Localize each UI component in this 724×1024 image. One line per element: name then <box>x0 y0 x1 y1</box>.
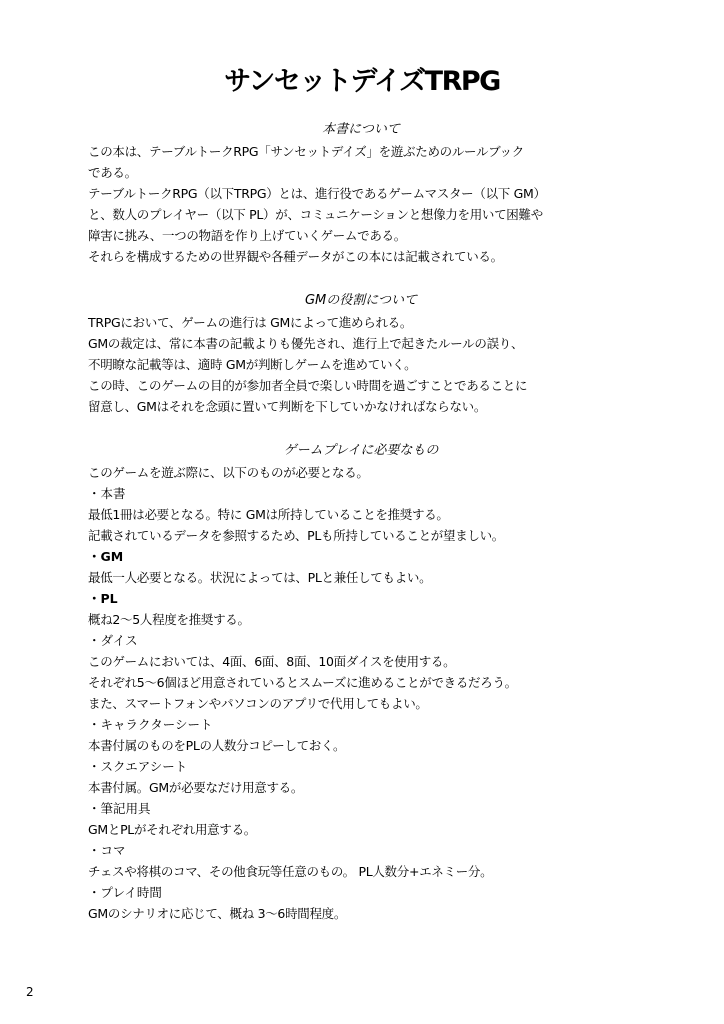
paragraph-line: テーブルトークRPG（以下TRPG）とは、進行役であるゲームマスター（以下 GM） <box>88 186 546 201</box>
paragraph-line: この時、このゲームの目的が参加者全員で楽しい時間を過ごすことであることに <box>88 378 528 393</box>
paragraph-line: 不明瞭な記載等は、適時 GMが判断しゲームを進めていく。 <box>88 357 417 372</box>
list-item-line: 最低一人必要となる。状況によっては、PLと兼任してもよい。 <box>88 570 432 585</box>
list-item-line: 概ね2～5人程度を推奨する。 <box>88 612 250 627</box>
list-item-label: ・ダイス <box>88 633 138 648</box>
list-item-line: このゲームにおいては、4面、6面、8面、10面ダイスを使用する。 <box>88 654 456 669</box>
list-item-label: ・本書 <box>88 486 126 501</box>
list-item-label: ・筆記用具 <box>88 801 151 816</box>
list-item-line: GMのシナリオに応じて、概ね 3～6時間程度。 <box>88 906 347 921</box>
list-item-label: ・PL <box>88 591 118 606</box>
paragraph-line: この本は、テーブルトークRPG「サンセットデイズ」を遊ぶためのルールブック <box>88 144 524 159</box>
paragraph-line: TRPGにおいて、ゲームの進行は GMによって進められる。 <box>88 315 413 330</box>
page-number: 2 <box>26 985 34 999</box>
list-item-line: それぞれ5～6個ほど用意されているとスムーズに進めることができるだろう。 <box>88 675 517 690</box>
list-item-line: GMとPLがそれぞれ用意する。 <box>88 822 256 837</box>
list-item-line: また、スマートフォンやパソコンのアプリで代用してもよい。 <box>88 696 428 711</box>
section-spacer <box>88 417 688 439</box>
list-item-label: ・GM <box>88 549 124 564</box>
section-heading-about-book: 本書について <box>322 122 400 137</box>
section-intro: このゲームを遊ぶ際に、以下のものが必要となる。 <box>88 465 369 480</box>
list-item-label: ・プレイ時間 <box>88 885 162 900</box>
section-heading-required-items: ゲームプレイに必要なもの <box>283 443 439 458</box>
page-title: サンセットデイズTRPG <box>224 66 500 97</box>
section-spacer <box>88 267 688 289</box>
list-item-line: 記載されているデータを参照するため、PLも所持していることが望ましい。 <box>88 528 505 543</box>
document-body <box>88 118 688 924</box>
list-item-label: ・スクエアシート <box>88 759 188 774</box>
list-item-line: 本書付属。GMが必要なだけ用意する。 <box>88 780 304 795</box>
paragraph-line: 障害に挑み、一つの物語を作り上げていくゲームである。 <box>88 228 406 243</box>
paragraph-line: GMの裁定は、常に本書の記載よりも優先され、進行上で起きたルールの誤り、 <box>88 336 524 351</box>
paragraph-line: と、数人のプレイヤー（以下 PL）が、コミュニケーションと想像力を用いて困難や <box>88 207 543 222</box>
section-heading-gm-role: GMの役割について <box>304 293 418 308</box>
list-item-label: ・コマ <box>88 843 126 858</box>
list-item-line: 本書付属のものをPLの人数分コピーしておく。 <box>88 738 346 753</box>
paragraph-line: それらを構成するための世界観や各種データがこの本には記載されている。 <box>88 249 503 264</box>
paragraph-line: 留意し、GMはそれを念頭に置いて判断を下していかなければならない。 <box>88 399 487 414</box>
list-item-line: チェスや将棋のコマ、その他食玩等任意のもの。 PL人数分+エネミー分。 <box>88 864 493 879</box>
paragraph-line: である。 <box>88 165 137 180</box>
list-item-line: 最低1冊は必要となる。特に GMは所持していることを推奨する。 <box>88 507 449 522</box>
list-item-label: ・キャラクターシート <box>88 717 213 732</box>
